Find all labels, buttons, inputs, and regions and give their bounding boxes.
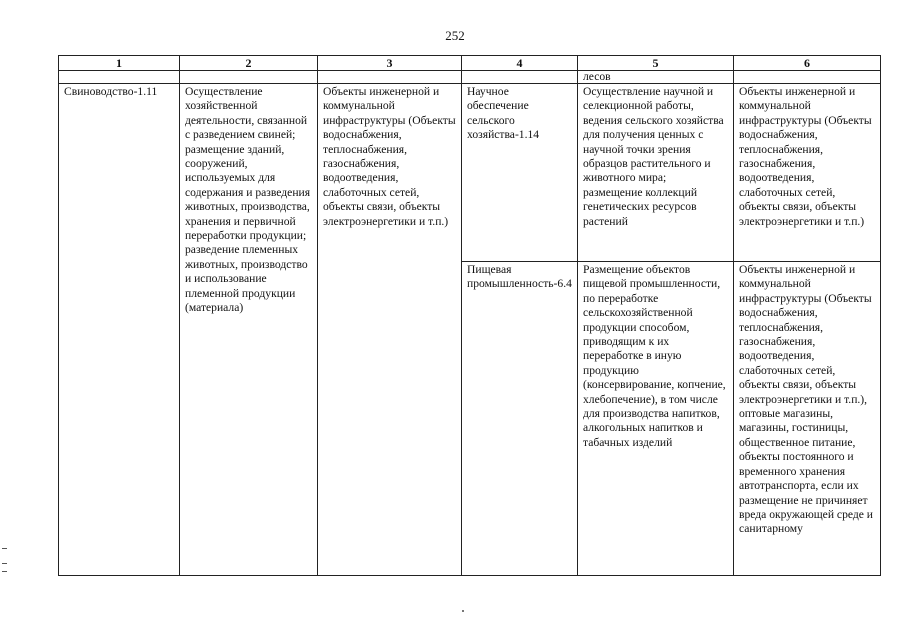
continuation-cell-1 — [59, 71, 180, 84]
continuation-cell-2 — [180, 71, 318, 84]
continuation-cell-3 — [318, 71, 462, 84]
continuation-cell-5: лесов — [578, 71, 734, 84]
header-col-3: 3 — [318, 56, 462, 71]
row-name-cell: Пищевая промышленность-6.4 — [462, 262, 578, 576]
continuation-row — [59, 71, 881, 84]
row-name-cell: Научное обеспечение сельского хозяйства-1.14 — [462, 84, 578, 262]
land-use-table — [58, 55, 881, 576]
table-row — [59, 84, 881, 262]
scan-edge-mark — [2, 563, 7, 564]
row-auxiliary-cell: Объекты инженерной и коммунальной инфраструктуры (Объекты водоснабжения, теплоснабжения, газоснабжения, водоотведения, слаботочных сетей, объекты связи, объекты электроэнергетики и т.п.) — [734, 84, 881, 262]
pig-breeding-name: Свиноводство-1.11 — [59, 84, 180, 576]
header-col-2: 2 — [180, 56, 318, 71]
header-col-6: 6 — [734, 56, 881, 71]
pig-breeding-auxiliary: Объекты инженерной и коммунальной инфраструктуры (Объекты водоснабжения, теплоснабжения, газоснабжения, водоотведения, слаботочных сетей, объекты связи, объекты электроэнергетики и т.п.) — [318, 84, 462, 576]
scan-edge-mark — [2, 571, 7, 572]
header-col-4: 4 — [462, 56, 578, 71]
row-auxiliary-cell: Объекты инженерной и коммунальной инфраструктуры (Объекты водоснабжения, теплоснабжения, газоснабжения, водоотведения, слаботочных сетей, объекты связи, объекты электроэнергетики и т.п.), оптовые магазины, магазины, гостиницы, общественное питание, объекты постоянного и временного хранения автотранспорта, если их размещение не причиняет вреда окружающей среде и санитарному — [734, 262, 881, 576]
header-row — [59, 56, 881, 71]
scan-dot — [462, 610, 464, 612]
row-description-cell: Размещение объектов пищевой промышленности, по переработке сельскохозяйственной продукции способом, приводящим к их переработке в иную продукцию (консервирование, копчение, хлебопечение), в том числе для производства напитков, алкогольных напитков и табачных изделий — [578, 262, 734, 576]
row-description-cell: Осуществление научной и селекционной работы, ведения сельского хозяйства для получения ценных с научной точки зрения образцов растительного и животного мира; размещение коллекций генетических ресурсов растений — [578, 84, 734, 262]
table-header — [59, 56, 881, 71]
page-number: 252 — [445, 28, 465, 43]
header-col-5: 5 — [578, 56, 734, 71]
scan-edge-mark — [2, 548, 7, 549]
header-col-1: 1 — [59, 56, 180, 71]
continuation-cell-4 — [462, 71, 578, 84]
pig-breeding-description: Осуществление хозяйственной деятельности, связанной с разведением свиней; размещение зданий, сооружений, используемых для содержания и разведения животных, производства, хранения и первичной переработки продукции; разведение племенных животных, производство и использование племенной продукции (материала) — [180, 84, 318, 576]
continuation-cell-6 — [734, 71, 881, 84]
